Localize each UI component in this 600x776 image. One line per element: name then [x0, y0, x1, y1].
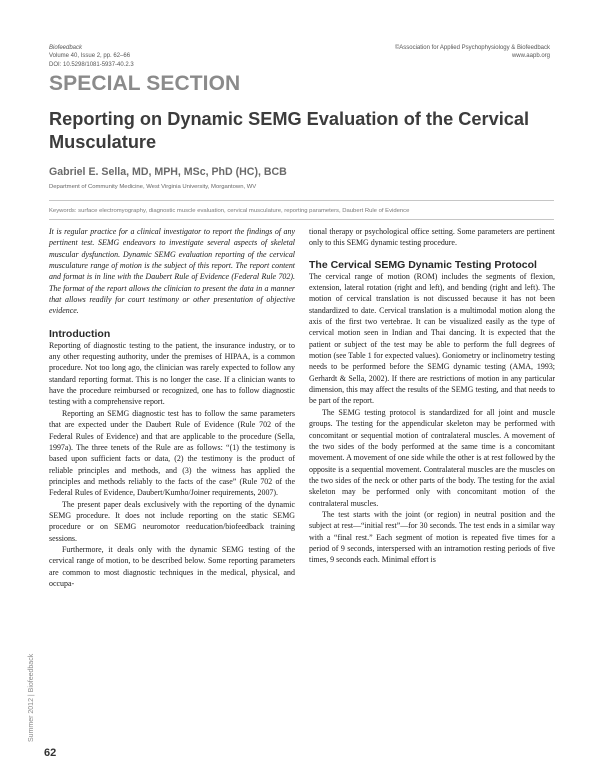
section-label: SPECIAL SECTION [49, 72, 241, 95]
journal-header [49, 44, 134, 69]
page-number: 62 [44, 747, 57, 759]
journal-url[interactable]: www.aapb.org [511, 53, 550, 60]
doi: DOI: 10.5298/1081-5937-40.2.3 [49, 61, 134, 68]
divider-bottom [49, 219, 554, 220]
protocol-paragraph-2: The SEMG testing protocol is standardized for all joint and muscle groups. The testing for the appendicular skeleton may be performed with concomitant or sequential motion of contralateral muscles. A movement of the two sides of the body performed at the same time is a concomitant movement. A movement of one side while the other is at rest followed by the opposite is a sequential movement. Contralateral muscles are the muscles on the two sides of the neck or other parts of the body. The testing for the axial skeleton may be performed only with concomitant motion of the contralateral muscles. [309, 407, 555, 508]
article-title: Reporting on Dynamic SEMG Evaluation of the Cervical Musculature [49, 109, 530, 152]
left-column [49, 226, 295, 589]
protocol-heading: The Cervical SEMG Dynamic Testing Protocol [309, 258, 537, 271]
divider-top [49, 200, 554, 201]
right-column [309, 226, 555, 566]
continued-paragraph: tional therapy or psychological office setting. Some parameters are pertinent only to this SEMG dynamic testing procedure. [309, 227, 555, 248]
journal-name: Biofeedback [49, 45, 83, 51]
copyright: ©Association for Applied Psychophysiology & Biofeedback [394, 45, 550, 51]
volume-info: Volume 40, Issue 2, pp. 62–66 [49, 53, 131, 60]
introduction-heading: Introduction [49, 327, 111, 340]
abstract: It is regular practice for a clinical investigator to report the findings of any pertinent test. SEMG endeavors to investigate several aspects of skeletal muscular dysfunction. Dynamic SEMG evaluation reporting of the cervical musculature range of motion is the subject of this report. The report content and format is in line with the Daubert Rule of Evidence (Federal Rule 702). The format of the report allows the clinician to present the data in a manner that allows readily for court testimony or other presentation of objective evidence. [49, 227, 295, 316]
intro-paragraph-3: The present paper deals exclusively with the reporting of the dynamic SEMG procedure. It does not include reporting on the static SEMG procedure or on SEMG neuromotor reeducation/biofeedback training sessions. [49, 499, 295, 543]
sidebar-issue-label: Summer 2012 | Biofeedback [28, 653, 35, 742]
author-line: Gabriel E. Sella, MD, MPH, MSc, PhD (HC), BCB [49, 166, 287, 178]
protocol-paragraph-3: The test starts with the joint (or region) in neutral position and the subject at rest—“initial rest”—for 30 seconds. The test ends in a similar way with a “final rest.” Each segment of motion is repeated five times for a period of 9 seconds, interspersed with an intramotion resting periods of five times, 9 seconds each. Minimal effort is [309, 509, 555, 565]
publisher-header [395, 44, 550, 61]
intro-paragraph-2: Reporting an SEMG diagnostic test has to follow the same parameters that are expected under the Daubert Rule of Evidence (Rule 702 of the Federal Rules of Evidence) and that are applicable to the procedure (Sella, 1997a). The three tenets of the Rule are as follows: “(1) the testimony is based upon sufficient facts or data, (2) the testimony is the product of reliable principles and methods, and (3) the witness has applied the principles and methods reliably to the facts of the case” (Rule 702 of the Federal Rules of Evidence, Daubert/Kumho/Joiner requirements, 2007). [49, 408, 295, 498]
intro-paragraph-4: Furthermore, it deals only with the dynamic SEMG testing of the cervical range of motion, to be described below. Some reporting parameters are common to most diagnostic techniques in the medical, physical, and occupa- [49, 544, 295, 588]
affiliation: Department of Community Medicine, West Virginia University, Morgantown, WV [49, 184, 257, 190]
intro-paragraph-1: Reporting of diagnostic testing to the patient, the insurance industry, or to any other requesting authority, under the premises of HIPAA, is a common procedure. Not too long ago, the clinician was rarely expected to follow any standard reporting format. This is no longer the case. If a clinician wants to have the procedure reimbursed or recognized, one has to follow diagnostic testing with a comprehensive report. [49, 340, 295, 407]
keywords: Keywords: surface electromyography, diagnostic muscle evaluation, cervical musculature, reporting parameters, Daubert Rule of Evidence [49, 208, 410, 214]
protocol-paragraph-1: The cervical range of motion (ROM) includes the segments of flexion, extension, lateral rotation (right and left), and bending (right and left). The motion of cervical translation is not discussed because it has not been standardized to date. Cervical translation is a multimodal motion along the axis of the first two vertebrae. It can be visualized easily as the type of cervical motion seen in Indian and Thai dancing. It is expected that the patient or subject of the test may be able to perform the full degrees of motion (see Table 1 for expected values). Goniometry or inclinometry testing needs to be performed before the SEMG dynamic testing (AMA, 1993; Gerhardt & Sella, 2002). If there are restrictions of motion in any particular dimension, this may affect the results of the SEMG testing, and that needs to be part of the report. [309, 271, 555, 406]
